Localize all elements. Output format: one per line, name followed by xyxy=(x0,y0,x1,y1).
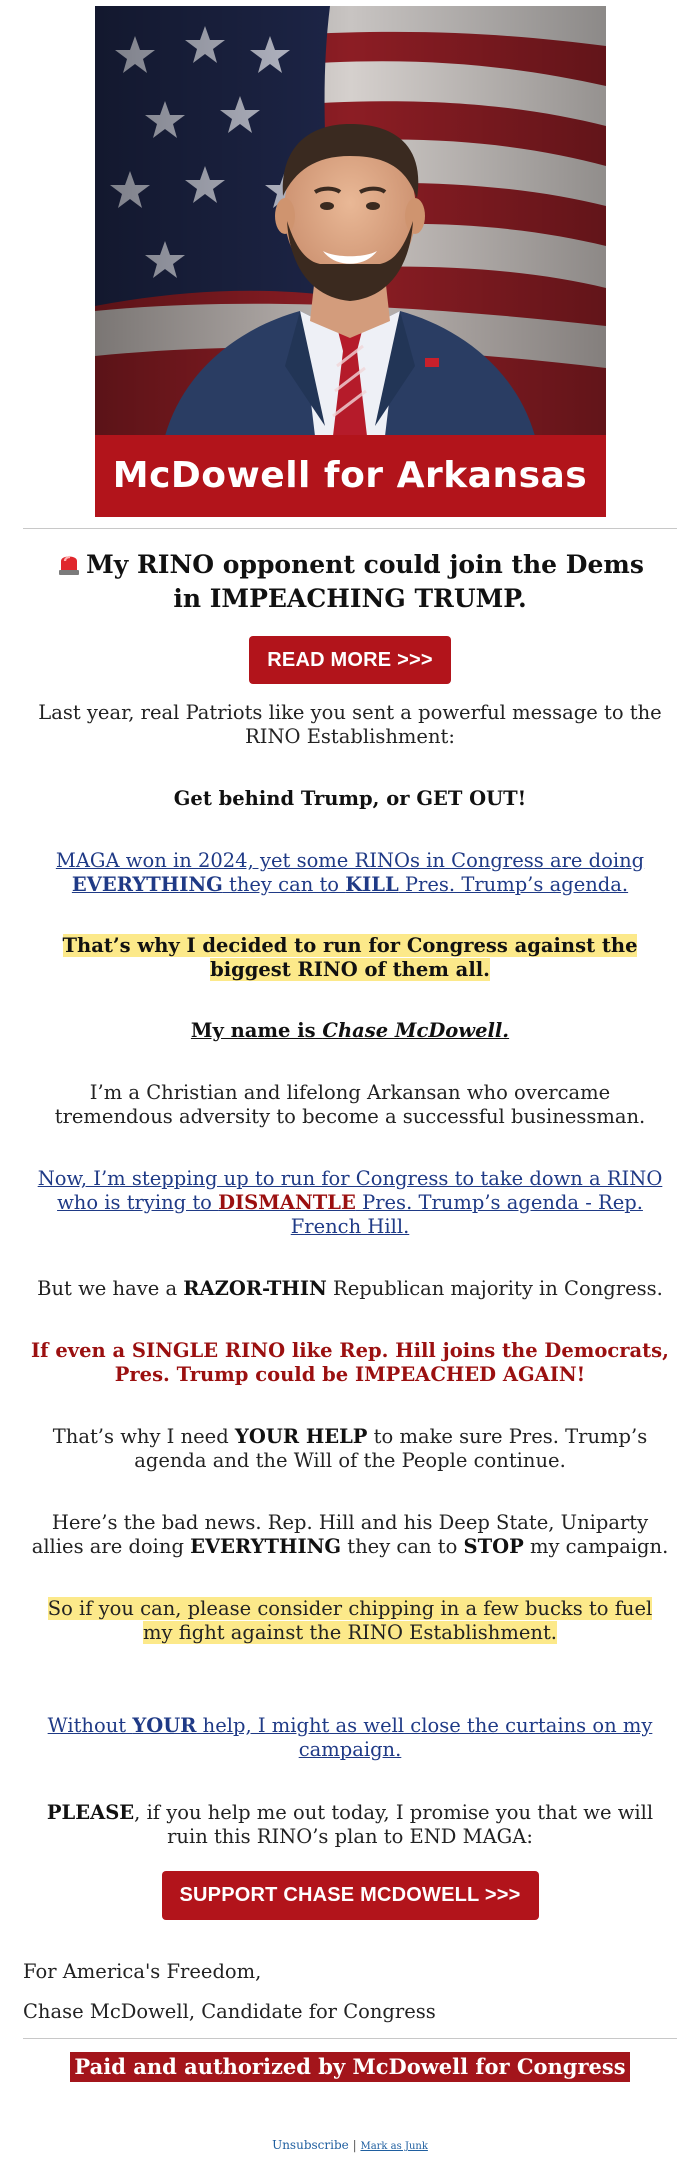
read-more-button[interactable]: READ MORE >>> xyxy=(249,636,451,684)
siren-icon xyxy=(56,550,82,583)
paragraph-bio: I’m a Christian and lifelong Arkansan who overcame tremendous adversity to become a successful businessman. xyxy=(54,1081,646,1128)
paragraph-please: PLEASE, if you help me out today, I promise you that we will ruin this RINO’s plan to END MAGA: xyxy=(46,1801,654,1848)
paragraph-curtains-link[interactable] xyxy=(30,1714,670,1762)
hero-banner-title: McDowell for Arkansas xyxy=(95,435,606,517)
signature-line-2: Chase McDowell, Candidate for Congress xyxy=(23,2000,436,2023)
paragraph-name: My name is Chase McDowell. xyxy=(190,1019,510,1042)
divider xyxy=(23,2038,677,2039)
paragraph-chip-in: So if you can, please consider chipping in a few bucks to fuel my fight against the RINO Establishment. xyxy=(47,1597,653,1644)
hero-image[interactable] xyxy=(95,6,606,517)
paragraph-maga-link[interactable] xyxy=(30,849,670,897)
headline: My RINO opponent could join the Dems in IMPEACHING TRUMP. xyxy=(40,549,660,614)
paragraph-intro: Last year, real Patriots like you sent a powerful message to the RINO Establishment: xyxy=(38,701,662,748)
paragraph-your-help: That’s why I need YOUR HELP to make sure Pres. Trump’s agenda and the Will of the People continue. xyxy=(52,1425,648,1472)
paragraph-rallying-cry: Get behind Trump, or GET OUT! xyxy=(173,787,527,810)
mark-as-junk-link[interactable]: Mark as Junk xyxy=(360,2141,428,2152)
disclaimer-wrap xyxy=(0,2052,700,2082)
hill-link[interactable]: Now, I’m stepping up to run for Congress to take down a RINO who is trying to DISMANTLE Pres. Trump’s agenda - Rep. French Hill. xyxy=(37,1167,663,1238)
paragraph-bad-news: Here’s the bad news. Rep. Hill and his Deep State, Uniparty allies are doing EVERYTHING they can to STOP my campaign. xyxy=(31,1511,669,1558)
divider xyxy=(23,528,677,529)
signature-line-1: For America's Freedom, xyxy=(23,1960,262,1983)
paragraph-hill-link[interactable] xyxy=(30,1167,670,1239)
footer-separator: | xyxy=(352,2138,357,2152)
paragraph-majority: But we have a RAZOR-THIN Republican majority in Congress. xyxy=(37,1277,663,1300)
paragraph-impeach-warning: If even a SINGLE RINO like Rep. Hill joins the Democrats, Pres. Trump could be IMPEACHED AGAIN! xyxy=(31,1339,669,1386)
paid-for-disclaimer: Paid and authorized by McDowell for Congress xyxy=(70,2052,629,2082)
maga-link[interactable]: MAGA won in 2024, yet some RINOs in Congress are doing EVERYTHING they can to KILL Pres. Trump’s agenda. xyxy=(55,849,645,896)
email-footer xyxy=(0,2138,700,2152)
email-body xyxy=(0,6,700,2152)
unsubscribe-link[interactable]: Unsubscribe xyxy=(272,2138,349,2152)
curtains-link[interactable]: Without YOUR help, I might as well close the curtains on my campaign. xyxy=(47,1714,653,1761)
paragraph-highlight-run: That’s why I decided to run for Congress against the biggest RINO of them all. xyxy=(62,934,638,981)
support-button[interactable]: SUPPORT CHASE MCDOWELL >>> xyxy=(162,1871,539,1920)
